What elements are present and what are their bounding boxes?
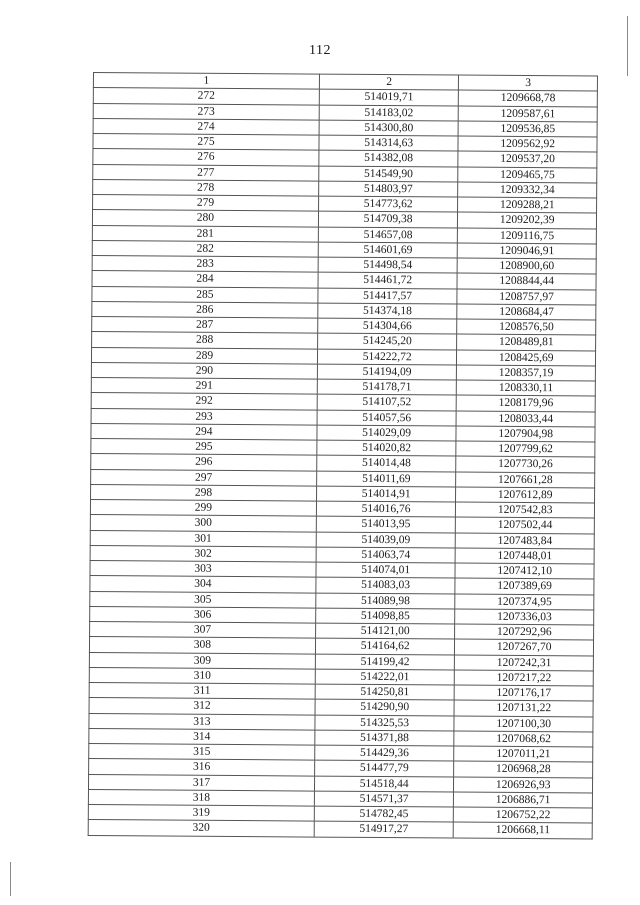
point-number-cell: 299 (90, 499, 316, 516)
x-coordinate-cell: 514039,09 (316, 532, 456, 548)
y-coordinate-cell: 1207011,21 (454, 746, 593, 762)
y-coordinate-cell: 1206668,11 (454, 822, 593, 838)
y-coordinate-cell: 1209116,75 (458, 228, 597, 244)
y-coordinate-cell: 1206968,28 (454, 761, 593, 777)
y-coordinate-cell: 1207448,01 (456, 548, 595, 564)
x-coordinate-cell: 514029,09 (317, 425, 457, 441)
point-number-cell: 286 (92, 301, 318, 318)
point-number-cell: 292 (91, 393, 317, 410)
y-coordinate-cell: 1207799,62 (456, 441, 595, 457)
y-coordinate-cell: 1207242,31 (455, 655, 594, 671)
x-coordinate-cell: 514657,08 (318, 227, 458, 243)
y-coordinate-cell: 1207542,83 (456, 502, 595, 518)
point-number-cell: 302 (90, 545, 316, 562)
x-coordinate-cell: 514300,80 (319, 120, 459, 136)
point-number-cell: 304 (90, 576, 316, 593)
x-coordinate-cell: 514098,85 (316, 608, 456, 624)
point-number-cell: 279 (93, 195, 319, 212)
point-number-cell: 312 (89, 698, 315, 715)
y-coordinate-cell: 1208357,19 (457, 365, 596, 381)
x-coordinate-cell: 514245,20 (317, 333, 457, 349)
x-coordinate-cell: 514222,01 (315, 669, 455, 685)
point-number-cell: 285 (92, 286, 318, 303)
point-number-cell: 294 (91, 423, 317, 440)
x-coordinate-cell: 514013,95 (316, 516, 456, 532)
x-coordinate-cell: 514019,71 (319, 89, 459, 105)
point-number-cell: 277 (93, 164, 319, 181)
y-coordinate-cell: 1207131,22 (454, 700, 593, 716)
x-coordinate-cell: 514178,71 (317, 379, 457, 395)
y-coordinate-cell: 1207068,62 (454, 731, 593, 747)
y-coordinate-cell: 1207483,84 (456, 533, 595, 549)
x-coordinate-cell: 514314,63 (319, 135, 459, 151)
point-number-cell: 273 (93, 103, 319, 120)
point-number-cell: 291 (91, 377, 317, 394)
y-coordinate-cell: 1209465,75 (458, 167, 597, 183)
y-coordinate-cell: 1207267,70 (455, 639, 594, 655)
x-coordinate-cell: 514089,98 (316, 593, 456, 609)
y-coordinate-cell: 1206926,93 (454, 777, 593, 793)
point-number-cell: 300 (90, 515, 316, 532)
y-coordinate-cell: 1208489,81 (457, 334, 596, 350)
y-coordinate-cell: 1206886,71 (454, 792, 593, 808)
x-coordinate-cell: 514518,44 (314, 776, 454, 792)
x-coordinate-cell: 514121,00 (315, 623, 455, 639)
x-coordinate-cell: 514461,72 (318, 272, 458, 288)
x-coordinate-cell: 514014,48 (317, 455, 457, 471)
y-coordinate-cell: 1207176,17 (455, 685, 594, 701)
x-coordinate-cell: 514083,03 (316, 577, 456, 593)
y-coordinate-cell: 1207336,03 (455, 609, 594, 625)
x-coordinate-cell: 514477,79 (314, 760, 454, 776)
point-number-cell: 298 (91, 484, 317, 501)
x-coordinate-cell: 514371,88 (315, 730, 455, 746)
point-number-cell: 315 (89, 743, 315, 760)
point-number-cell: 306 (90, 606, 316, 623)
point-number-cell: 317 (88, 774, 314, 791)
x-coordinate-cell: 514016,76 (316, 501, 456, 517)
y-coordinate-cell: 1206752,22 (454, 807, 593, 823)
y-coordinate-cell: 1208576,50 (457, 319, 596, 335)
y-coordinate-cell: 1207389,69 (455, 578, 594, 594)
table-row (88, 820, 592, 839)
point-number-cell: 316 (89, 759, 315, 776)
point-number-cell: 283 (92, 255, 318, 272)
x-coordinate-cell: 514063,74 (316, 547, 456, 563)
y-coordinate-cell: 1207612,89 (456, 487, 595, 503)
y-coordinate-cell: 1209562,92 (458, 136, 597, 152)
page-number: 112 (309, 43, 331, 58)
x-coordinate-cell: 514917,27 (314, 821, 454, 837)
x-coordinate-cell: 514014,91 (316, 486, 456, 502)
point-number-cell: 313 (89, 713, 315, 730)
point-number-cell: 288 (92, 332, 318, 349)
point-number-cell: 274 (93, 118, 319, 135)
point-number-cell: 282 (92, 240, 318, 257)
y-coordinate-cell: 1209537,20 (458, 151, 597, 167)
point-number-cell: 318 (88, 789, 314, 806)
point-number-cell: 293 (91, 408, 317, 425)
y-coordinate-cell: 1208844,44 (457, 273, 596, 289)
y-coordinate-cell: 1209536,85 (458, 121, 597, 137)
point-number-cell: 314 (89, 728, 315, 745)
point-number-cell: 272 (93, 88, 319, 105)
x-coordinate-cell: 514803,97 (319, 181, 459, 197)
x-coordinate-cell: 514709,38 (318, 211, 458, 227)
y-coordinate-cell: 1208900,60 (458, 258, 597, 274)
x-coordinate-cell: 514382,08 (319, 150, 459, 166)
x-coordinate-cell: 514290,90 (315, 699, 455, 715)
coordinates-table (88, 72, 598, 839)
y-coordinate-cell: 1207502,44 (456, 517, 595, 533)
y-coordinate-cell: 1208684,47 (457, 304, 596, 320)
y-coordinate-cell: 1208179,96 (457, 395, 596, 411)
y-coordinate-cell: 1209202,39 (458, 212, 597, 228)
point-number-cell: 281 (92, 225, 318, 242)
point-number-cell: 303 (90, 560, 316, 577)
point-number-cell: 320 (88, 820, 314, 837)
point-number-cell: 309 (89, 652, 315, 669)
x-coordinate-cell: 514549,90 (319, 166, 459, 182)
x-coordinate-cell: 514074,01 (316, 562, 456, 578)
point-number-cell: 278 (93, 179, 319, 196)
point-number-cell: 284 (92, 271, 318, 288)
x-coordinate-cell: 514057,56 (317, 410, 457, 426)
x-coordinate-cell: 514374,18 (318, 303, 458, 319)
point-number-cell: 301 (90, 530, 316, 547)
column-header-2: 2 (319, 74, 459, 90)
x-coordinate-cell: 514429,36 (315, 745, 455, 761)
point-number-cell: 287 (92, 316, 318, 333)
y-coordinate-cell: 1208033,44 (456, 411, 595, 427)
y-coordinate-cell: 1209332,34 (458, 182, 597, 198)
x-coordinate-cell: 514164,62 (315, 638, 455, 654)
point-number-cell: 276 (93, 149, 319, 166)
margin-mark-left (10, 862, 11, 896)
y-coordinate-cell: 1207292,96 (455, 624, 594, 640)
x-coordinate-cell: 514020,82 (317, 440, 457, 456)
x-coordinate-cell: 514498,54 (318, 257, 458, 273)
point-number-cell: 280 (92, 210, 318, 227)
point-number-cell: 296 (91, 454, 317, 471)
y-coordinate-cell: 1209668,78 (459, 90, 598, 106)
x-coordinate-cell: 514199,42 (315, 654, 455, 670)
y-coordinate-cell: 1207100,30 (454, 716, 593, 732)
x-coordinate-cell: 514304,66 (318, 318, 458, 334)
x-coordinate-cell: 514782,45 (314, 806, 454, 822)
point-number-cell: 308 (89, 637, 315, 654)
point-number-cell: 305 (90, 591, 316, 608)
point-number-cell: 295 (91, 438, 317, 455)
y-coordinate-cell: 1208757,97 (457, 289, 596, 305)
x-coordinate-cell: 514773,62 (318, 196, 458, 212)
table-body (88, 88, 597, 839)
y-coordinate-cell: 1207217,22 (455, 670, 594, 686)
x-coordinate-cell: 514601,69 (318, 242, 458, 258)
x-coordinate-cell: 514417,57 (318, 288, 458, 304)
x-coordinate-cell: 514250,81 (315, 684, 455, 700)
point-number-cell: 275 (93, 134, 319, 151)
point-number-cell: 290 (91, 362, 317, 379)
x-coordinate-cell: 514011,69 (317, 471, 457, 487)
y-coordinate-cell: 1207661,28 (456, 472, 595, 488)
x-coordinate-cell: 514194,09 (317, 364, 457, 380)
x-coordinate-cell: 514325,53 (315, 715, 455, 731)
y-coordinate-cell: 1208425,69 (457, 350, 596, 366)
y-coordinate-cell: 1207730,26 (456, 456, 595, 472)
y-coordinate-cell: 1209046,91 (458, 243, 597, 259)
x-coordinate-cell: 514183,02 (319, 105, 459, 121)
column-header-1: 1 (93, 73, 319, 90)
x-coordinate-cell: 514571,37 (314, 791, 454, 807)
x-coordinate-cell: 514107,52 (317, 394, 457, 410)
y-coordinate-cell: 1207374,95 (455, 594, 594, 610)
y-coordinate-cell: 1208330,11 (457, 380, 596, 396)
point-number-cell: 311 (89, 682, 315, 699)
x-coordinate-cell: 514222,72 (317, 349, 457, 365)
point-number-cell: 289 (91, 347, 317, 364)
point-number-cell: 297 (91, 469, 317, 486)
y-coordinate-cell: 1207412,10 (455, 563, 594, 579)
y-coordinate-cell: 1207904,98 (456, 426, 595, 442)
y-coordinate-cell: 1209288,21 (458, 197, 597, 213)
point-number-cell: 307 (90, 621, 316, 638)
point-number-cell: 310 (89, 667, 315, 684)
column-header-3: 3 (459, 75, 598, 91)
point-number-cell: 319 (88, 804, 314, 821)
y-coordinate-cell: 1209587,61 (459, 106, 598, 122)
